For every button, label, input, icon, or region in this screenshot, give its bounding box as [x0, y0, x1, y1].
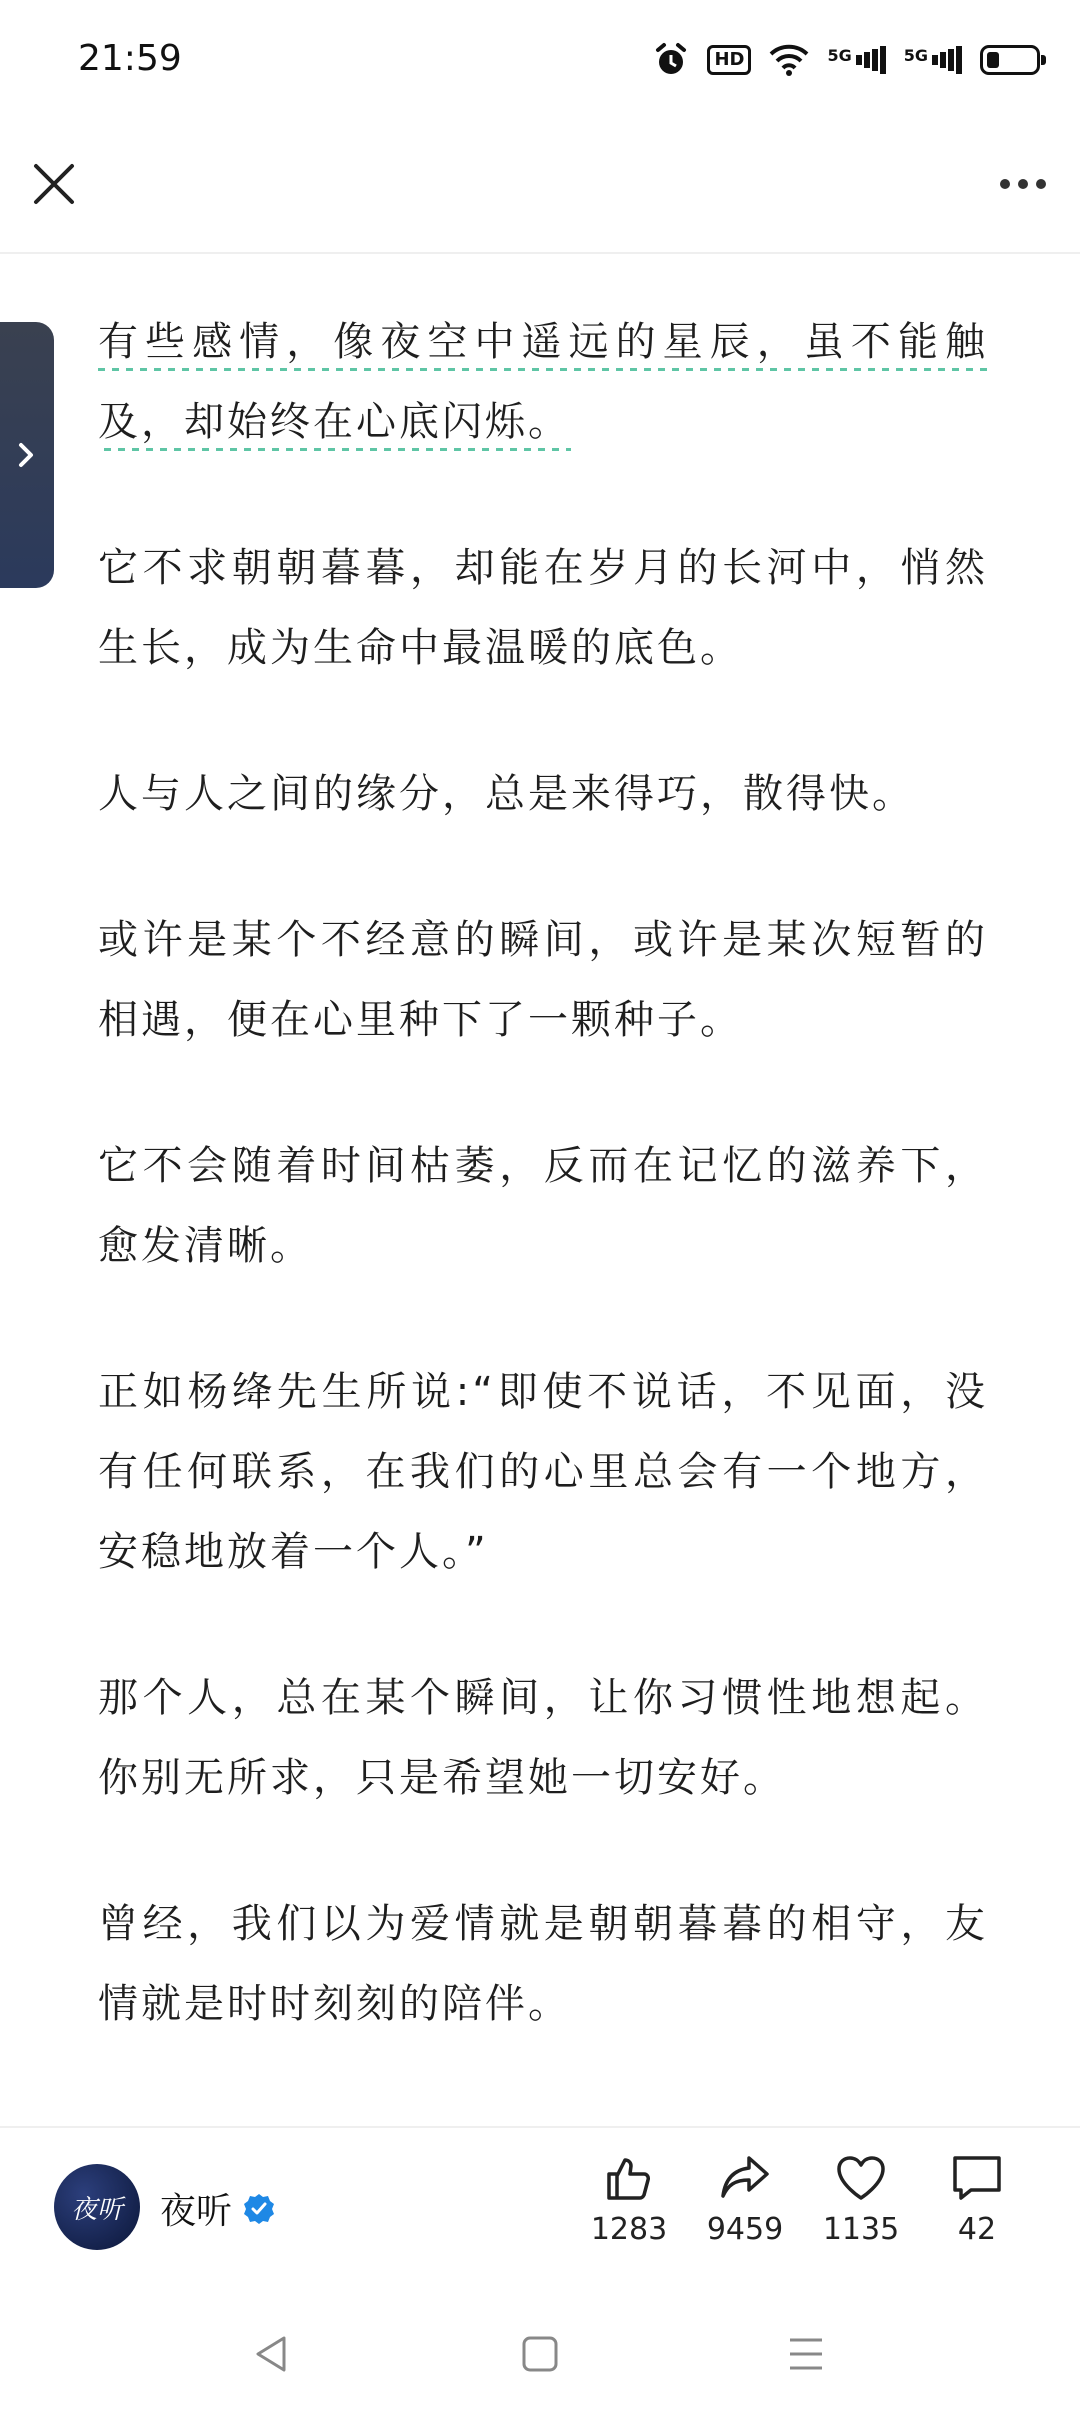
comment-icon [949, 2150, 1005, 2206]
highlighted-text[interactable]: 有些感情，像夜空中遥远的星辰，虽不能触及，却始终在心底闪烁。 [98, 319, 988, 451]
author-name-row[interactable] [160, 2183, 276, 2234]
like-count: 1283 [590, 2212, 668, 2247]
author-name[interactable]: 夜听 [160, 2191, 233, 2232]
battery-level [987, 52, 999, 68]
article-paragraph: 那个人，总在某个瞬间，让你习惯性地想起。你别无所求，只是希望她一切安好。 [98, 1675, 988, 1801]
nav-menu-button[interactable] [776, 2324, 836, 2384]
close-button[interactable] [26, 156, 82, 212]
share-icon [717, 2150, 773, 2206]
wifi-icon [769, 44, 809, 76]
comment-button[interactable] [922, 2150, 1032, 2247]
share-button[interactable] [690, 2150, 800, 2247]
nav-back-button[interactable] [242, 2324, 302, 2384]
home-square-icon [520, 2334, 560, 2374]
status-time: 21:59 [78, 38, 182, 79]
avatar[interactable] [54, 2164, 140, 2250]
back-triangle-icon [250, 2332, 294, 2376]
more-dots-icon [1000, 179, 1010, 189]
more-button[interactable] [988, 156, 1058, 212]
side-drawer-tab[interactable] [0, 322, 54, 588]
hd-icon: HD [707, 45, 751, 75]
battery-icon [980, 45, 1040, 75]
article-body [98, 302, 988, 2110]
network-type-label: 5G [827, 46, 852, 65]
article-paragraph: 或许是某个不经意的瞬间，或许是某次短暂的相遇，便在心里种下了一颗种子。 [98, 917, 988, 1043]
chevron-right-icon [15, 437, 39, 473]
avatar-text: 夜听 [70, 2194, 123, 2225]
like-button[interactable] [574, 2150, 684, 2247]
alarm-icon [653, 42, 689, 78]
thumbs-up-icon [601, 2150, 657, 2206]
article-paragraph: 人与人之间的缘分，总是来得巧，散得快。 [98, 771, 915, 817]
bottom-action-bar [0, 2126, 1080, 2282]
network-type-label: 5G [903, 46, 928, 65]
verified-badge-icon [242, 2192, 276, 2226]
article-paragraph: 正如杨绛先生所说:“即使不说话，不见面，没有任何联系，在我们的心里总会有一个地方，安稳地放着一个人。” [98, 1369, 988, 1575]
signal-5g-icon [827, 46, 885, 74]
close-icon [26, 156, 82, 212]
favorite-count: 1135 [822, 2212, 900, 2247]
status-icons [653, 40, 1040, 80]
menu-lines-icon [786, 2334, 826, 2374]
status-bar [0, 0, 1080, 120]
article-paragraph: 它不会随着时间枯萎，反而在记忆的滋养下，愈发清晰。 [98, 1143, 988, 1269]
top-bar [0, 120, 1080, 254]
article-paragraph: 它不求朝朝暮暮，却能在岁月的长河中，悄然生长，成为生命中最温暖的底色。 [98, 545, 988, 671]
share-count: 9459 [706, 2212, 784, 2247]
system-nav-bar [0, 2296, 1080, 2412]
article-paragraph: 曾经，我们以为爱情就是朝朝暮暮的相守，友情就是时时刻刻的陪伴。 [98, 1901, 988, 2027]
nav-home-button[interactable] [510, 2324, 570, 2384]
comment-count: 42 [957, 2212, 997, 2247]
article-paragraph[interactable] [98, 302, 988, 462]
favorite-button[interactable] [806, 2150, 916, 2247]
signal-5g-icon [904, 46, 962, 74]
heart-icon [833, 2150, 889, 2206]
